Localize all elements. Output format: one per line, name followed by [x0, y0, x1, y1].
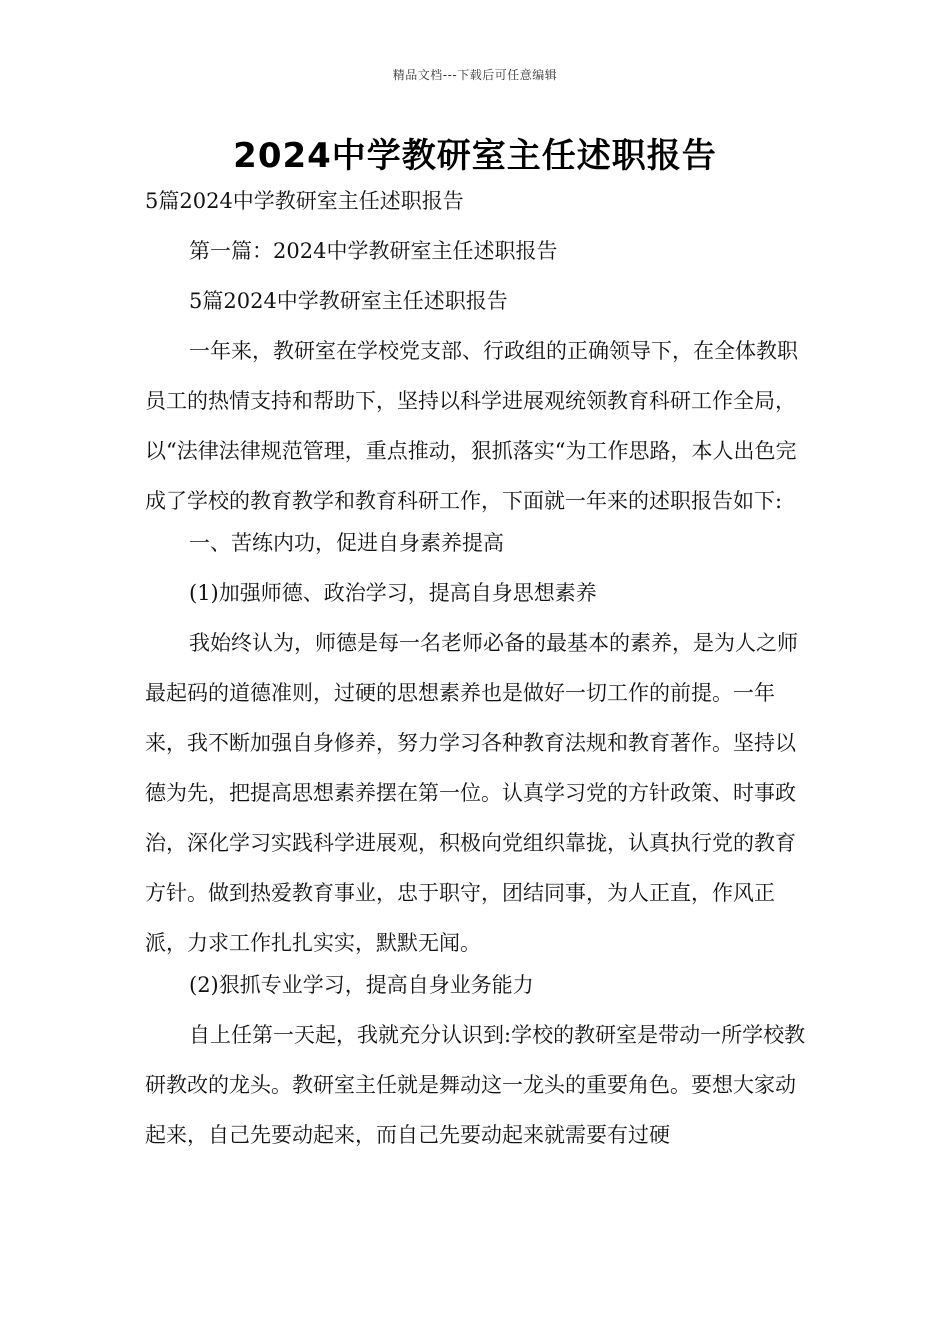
subheading-1: (1)加强师德、政治学习，提高自身思想素养	[189, 581, 597, 605]
professional-paragraph: 自上任第一天起，我就充分认识到:学校的教研室是带动一所学校教研教改的龙头。教研室主任就是舞动这一龙头的重要角色。要想大家动起来，自己先要动起来，而自己先要动起来就需要有过硬	[145, 1023, 806, 1147]
page-header: 精品文档---下载后可任意编辑	[392, 68, 558, 82]
ethics-paragraph: 我始终认为，师德是每一名老师必备的最基本的素养，是为人之师最起码的道德准则，过硬的思想素养也是做好一切工作的前提。一年来，我不断加强自身修养，努力学习各种教育法规和教育著作。坚持以德为先，把提高思想素养摆在第一位。认真学习党的方针政策、时事政治，深化学习实践科学进展观，积极向党组织靠拢，认真执行党的教育方针。做到热爱教育事业，忠于职守，团结同事，为人正直，作风正派，力求工作扎扎实实，默默无闻。	[145, 631, 798, 955]
section-heading-first: 第一篇：2024中学教研室主任述职报告	[189, 239, 558, 263]
intro-paragraph: 一年来，教研室在学校党支部、行政组的正确领导下，在全体教职员工的热情支持和帮助下，坚持以科学进展观统领教育科研工作全局，以“法律法律规范管理，重点推动，狠抓落实“为工作思路，本人出色完成了学校的教育教学和教育科研工作，下面就一年来的述职报告如下:	[145, 339, 798, 513]
section-subtitle: 5篇2024中学教研室主任述职报告	[189, 289, 508, 313]
subheading-2: (2)狠抓专业学习，提高自身业务能力	[189, 973, 534, 997]
heading-part-one: 一、苦练内功，促进自身素养提高	[189, 531, 504, 555]
document-title: 2024中学教研室主任述职报告	[233, 136, 717, 176]
document-body	[145, 184, 813, 1160]
subtitle-paragraph: 5篇2024中学教研室主任述职报告	[145, 189, 464, 213]
